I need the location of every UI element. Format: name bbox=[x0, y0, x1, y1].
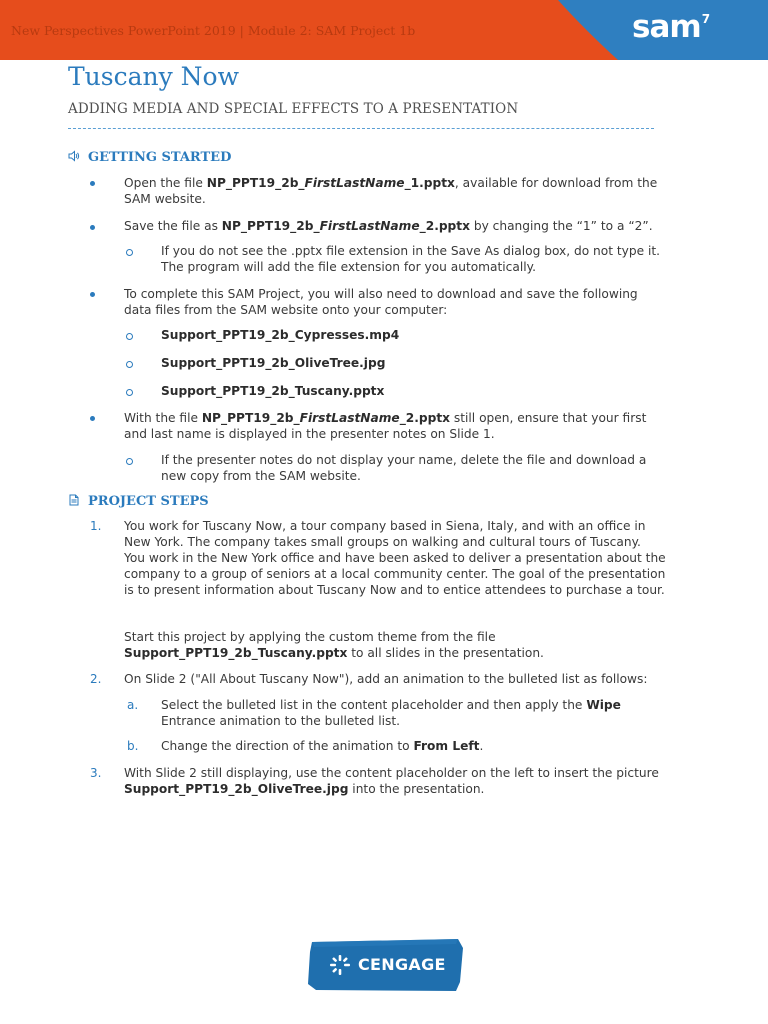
text-run: new copy from the SAM website. bbox=[161, 469, 361, 483]
gs-item-open-file bbox=[124, 175, 694, 207]
filename: Support_PPT19_2b_Cypresses.mp4 bbox=[161, 328, 400, 342]
filename-part: FirstLastName bbox=[299, 411, 400, 425]
text-run: You work for Tuscany Now, a tour company based in Siena, Italy, and with an office in bbox=[124, 519, 646, 533]
emphasis: Wipe bbox=[586, 698, 621, 712]
step-3-text bbox=[124, 765, 714, 797]
header-bar bbox=[0, 0, 768, 60]
getting-started-heading bbox=[68, 150, 231, 165]
text-run: and last name is displayed in the presenter notes on Slide 1. bbox=[124, 427, 495, 441]
title-divider bbox=[68, 128, 654, 129]
text-run: Save the file as bbox=[124, 219, 222, 233]
text-run: data files from the SAM website onto your computer: bbox=[124, 303, 448, 317]
document-icon bbox=[68, 494, 80, 506]
text-run: . bbox=[479, 739, 484, 753]
data-file-cypresses bbox=[161, 327, 399, 343]
text-run: Change the direction of the animation to bbox=[161, 739, 414, 753]
text-run: You work in the New York office and have been asked to deliver a presentation about the bbox=[124, 551, 666, 565]
text-run: New York. The company takes small groups on walking and cultural tours of Tuscany. bbox=[124, 535, 641, 549]
sub-bullet-marker bbox=[126, 389, 133, 396]
bullet-marker bbox=[90, 292, 95, 297]
sub-bullet-marker bbox=[126, 333, 133, 340]
text-run: Start this project by applying the custom theme from the file bbox=[124, 630, 496, 644]
filename-part: FirstLastName bbox=[319, 219, 420, 233]
filename-part: NP_PPT19_2b_ bbox=[201, 411, 300, 425]
substep-letter: b. bbox=[127, 739, 139, 753]
data-file-tuscany bbox=[161, 383, 384, 399]
speaker-icon bbox=[68, 150, 80, 162]
text-run: is to present information about Tuscany Now and to entice attendees to purchase a tour. bbox=[124, 583, 665, 597]
filename-part: NP_PPT19_2b_ bbox=[206, 176, 305, 190]
gs-item-download-data bbox=[124, 286, 704, 318]
filename: Support_PPT19_2b_Tuscany.pptx bbox=[161, 384, 385, 398]
bullet-marker bbox=[90, 225, 95, 230]
text-run: to all slides in the presentation. bbox=[347, 646, 544, 660]
sam-logo bbox=[632, 9, 709, 45]
text-run: still open, ensure that your first bbox=[450, 411, 647, 425]
filename: Support_PPT19_2b_OliveTree.jpg bbox=[161, 356, 386, 370]
text-run: If you do not see the .pptx file extension in the Save As dialog box, do not type it. bbox=[161, 244, 661, 258]
text-run: The program will add the file extension for you automatically. bbox=[161, 260, 536, 274]
step-number: 2. bbox=[90, 672, 102, 686]
sub-bullet-marker bbox=[126, 361, 133, 368]
gs-subitem-notes bbox=[161, 452, 721, 484]
text-run: , available for download from the bbox=[454, 176, 658, 190]
text-run: company to a group of seniors at a local community center. The goal of the presentation bbox=[124, 567, 666, 581]
sub-bullet-marker bbox=[126, 458, 133, 465]
step-number: 3. bbox=[90, 766, 102, 780]
text-run: SAM website. bbox=[124, 192, 206, 206]
step-number: 1. bbox=[90, 519, 102, 533]
filename: Support_PPT19_2b_Tuscany.pptx bbox=[124, 646, 348, 660]
gs-subitem-extension bbox=[161, 243, 721, 275]
text-run: Open the file bbox=[124, 176, 207, 190]
gs-item-save-file bbox=[124, 218, 704, 234]
step-2a-text bbox=[161, 697, 721, 729]
step-1-text bbox=[124, 518, 714, 598]
emphasis: From Left bbox=[413, 739, 480, 753]
step-2-text: On Slide 2 ("All About Tuscany Now"), add an animation to the bulleted list as follows: bbox=[124, 672, 648, 686]
bullet-marker bbox=[90, 181, 95, 186]
sub-bullet-marker bbox=[126, 249, 133, 256]
text-run: If the presenter notes do not display your name, delete the file and download a bbox=[161, 453, 647, 467]
document-title: Tuscany Now bbox=[68, 62, 240, 91]
project-steps-heading bbox=[68, 494, 209, 509]
text-run: With the file bbox=[124, 411, 202, 425]
text-run: To complete this SAM Project, you will also need to download and save the following bbox=[124, 287, 638, 301]
filename: Support_PPT19_2b_OliveTree.jpg bbox=[124, 782, 349, 796]
step-1-start-text bbox=[124, 629, 714, 661]
cengage-logo-text: CENGAGE bbox=[358, 955, 446, 974]
substep-letter: a. bbox=[127, 698, 139, 712]
data-file-olivetree bbox=[161, 355, 385, 371]
project-steps-label: PROJECT STEPS bbox=[88, 494, 209, 509]
document-subtitle: ADDING MEDIA AND SPECIAL EFFECTS TO A PRESENTATION bbox=[68, 101, 519, 117]
text-run: Entrance animation to the bulleted list. bbox=[161, 714, 400, 728]
text-run: With Slide 2 still displaying, use the content placeholder on the left to insert the picture bbox=[124, 766, 659, 780]
getting-started-label: GETTING STARTED bbox=[88, 150, 232, 165]
header-title: New Perspectives PowerPoint 2019 | Module 2: SAM Project 1b bbox=[11, 23, 416, 38]
gs-item-presenter-notes bbox=[124, 410, 704, 442]
step-2b-text bbox=[161, 738, 721, 754]
text-run: Select the bulleted list in the content placeholder and then apply the bbox=[161, 698, 587, 712]
bullet-marker bbox=[90, 416, 95, 421]
sam-logo-mark-icon: 7 bbox=[701, 12, 710, 26]
text-run: into the presentation. bbox=[348, 782, 485, 796]
filename-part: NP_PPT19_2b_ bbox=[221, 219, 320, 233]
filename-part: FirstLastName bbox=[304, 176, 405, 190]
text-run: by changing the “1” to a “2”. bbox=[469, 219, 653, 233]
sam-logo-text: sam bbox=[632, 9, 701, 45]
filename-part: _2.pptx bbox=[419, 219, 470, 233]
filename-part: _1.pptx bbox=[404, 176, 455, 190]
filename-part: _2.pptx bbox=[399, 411, 451, 425]
